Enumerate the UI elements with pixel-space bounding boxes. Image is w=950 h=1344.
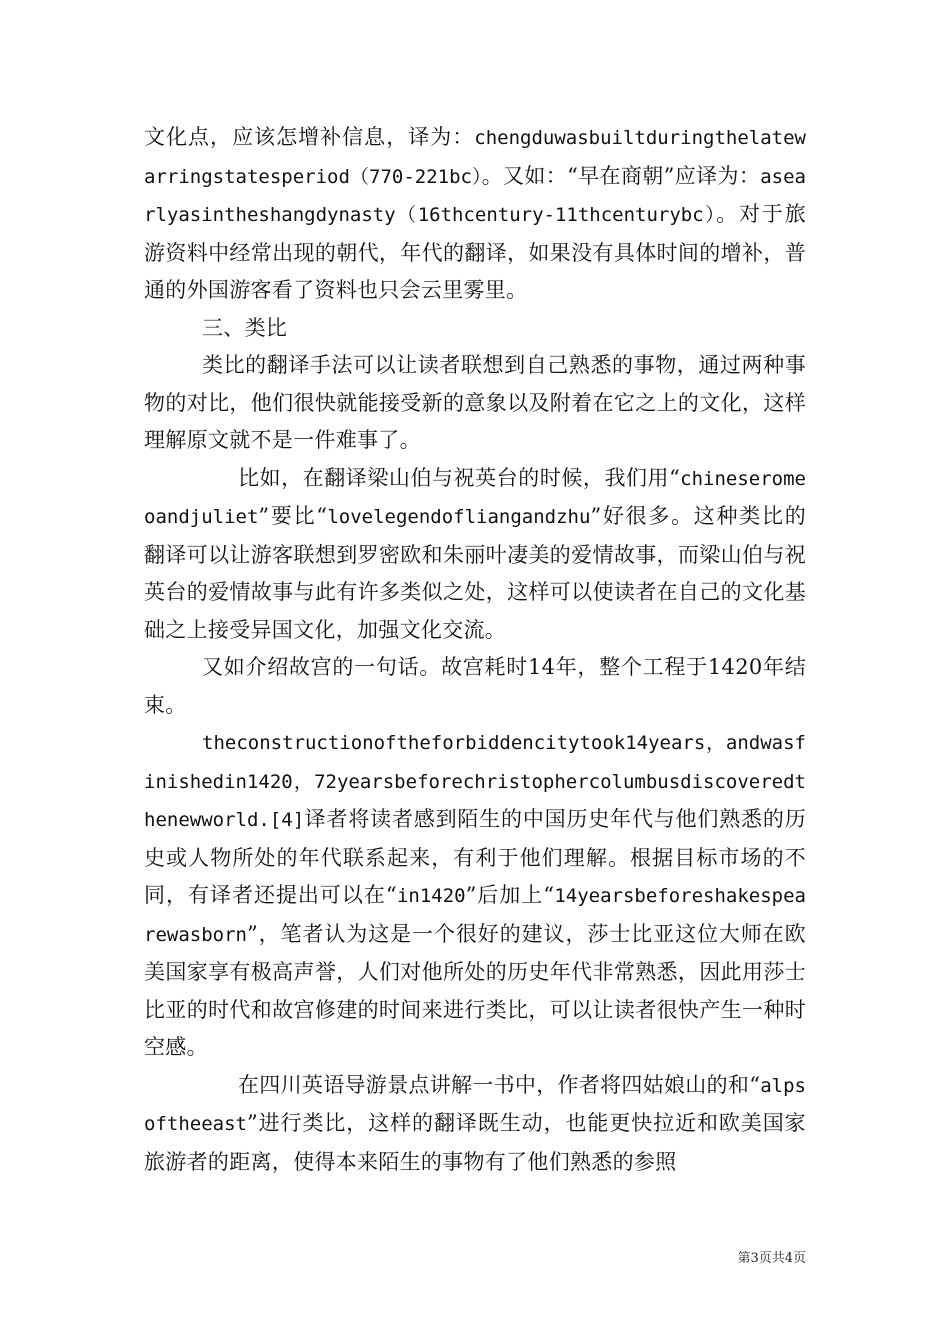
text-run: 文化点，应该怎增补信息，译为： — [144, 125, 475, 149]
paragraph-palace-intro: 又如介绍故宫的一句话。故宫耗时14年，整个工程于1420年结束。 — [144, 655, 806, 717]
english-text-run: theconstructionoftheforbiddencitytook14years，andwasfinishedin1420，72yearsbeforechristophercolumbusdiscoveredthenewworld.[4] — [144, 732, 806, 831]
text-run: ”后加上“ — [465, 883, 555, 907]
section-heading: 三、类比 — [202, 315, 288, 340]
paragraph-analogy-intro: 类比的翻译手法可以让读者联想到自己熟悉的事物，通过两种事物的对比，他们很快就能接受新的意象以及附着在它之上的文化，这样理解原文就不是一件难事了。 — [144, 353, 806, 452]
text-run: ”进行类比，这样的翻译既生动，也能更快拉近和欧美国家旅游者的距离，使得本来陌生的事物有了他们熟悉的参照 — [144, 1111, 806, 1174]
text-run: ”要比“ — [258, 504, 328, 528]
text-run: ”，笔者认为这是一个很好的建议，莎士比亚这位大师在欧美国家享有极高声誉，人们对他所处的历史年代非常熟悉，因此用莎士比亚的时代和故宫修建的时间来进行类比，可以让读者很快产生一种时空感。 — [144, 921, 806, 1059]
english-text-run: chineseromeoandjuliet — [144, 467, 806, 528]
text-run: ”好很多。这种类比的翻译可以让游客联想到罗密欧和朱丽叶凄美的爱情故事，而梁山伯与祝英台的爱情故事与此有许多类似之处，这样可以使读者在自己的文化基础之上接受异国文化，加强文化交流。 — [144, 504, 806, 642]
text-run: 。对于旅游资料中经常出现的朝代，年代的翻译，如果没有具体时间的增补，普通的外国游客看了资料也只会云里雾里。 — [144, 202, 807, 302]
page-number-footer: 第3页共4页 — [737, 1251, 806, 1266]
english-text-run: in1420 — [396, 885, 466, 907]
paragraph-liangzhu-example — [144, 460, 806, 650]
text-run: 。又如：“早在商朝”应译为： — [481, 163, 761, 188]
text-run: 比如，在翻译梁山伯与祝英台的时候，我们用“ — [238, 465, 681, 490]
text-run: 译者将读者感到陌生的中国历史年代与他们熟悉的历史或人物所处的年代联系起来，有利于他们理解。根据目标市场的不同，有译者还提出可以在“ — [144, 807, 806, 907]
english-text-run: lovelegendofliangandzhu — [327, 506, 591, 528]
english-text-run: chengduwasbuiltduringthelatewarringstatesperiod（770-221bc） — [144, 127, 806, 188]
text-run: 在四川英语导游景点讲解一书中，作者将四姑娘山的和“ — [238, 1072, 761, 1097]
english-text-run: alpsoftheeast — [144, 1074, 806, 1135]
english-text-run: asearlyasintheshangdynasty（16thcentury-11thcenturybc） — [144, 165, 806, 226]
paragraph-palace-translation — [144, 724, 806, 1067]
paragraph-sichuan-example — [144, 1067, 806, 1182]
paragraph-dynasty-translation — [144, 119, 806, 310]
english-text-run: 14yearsbeforeshakespearewasborn — [144, 885, 806, 946]
document-body — [144, 119, 806, 1181]
